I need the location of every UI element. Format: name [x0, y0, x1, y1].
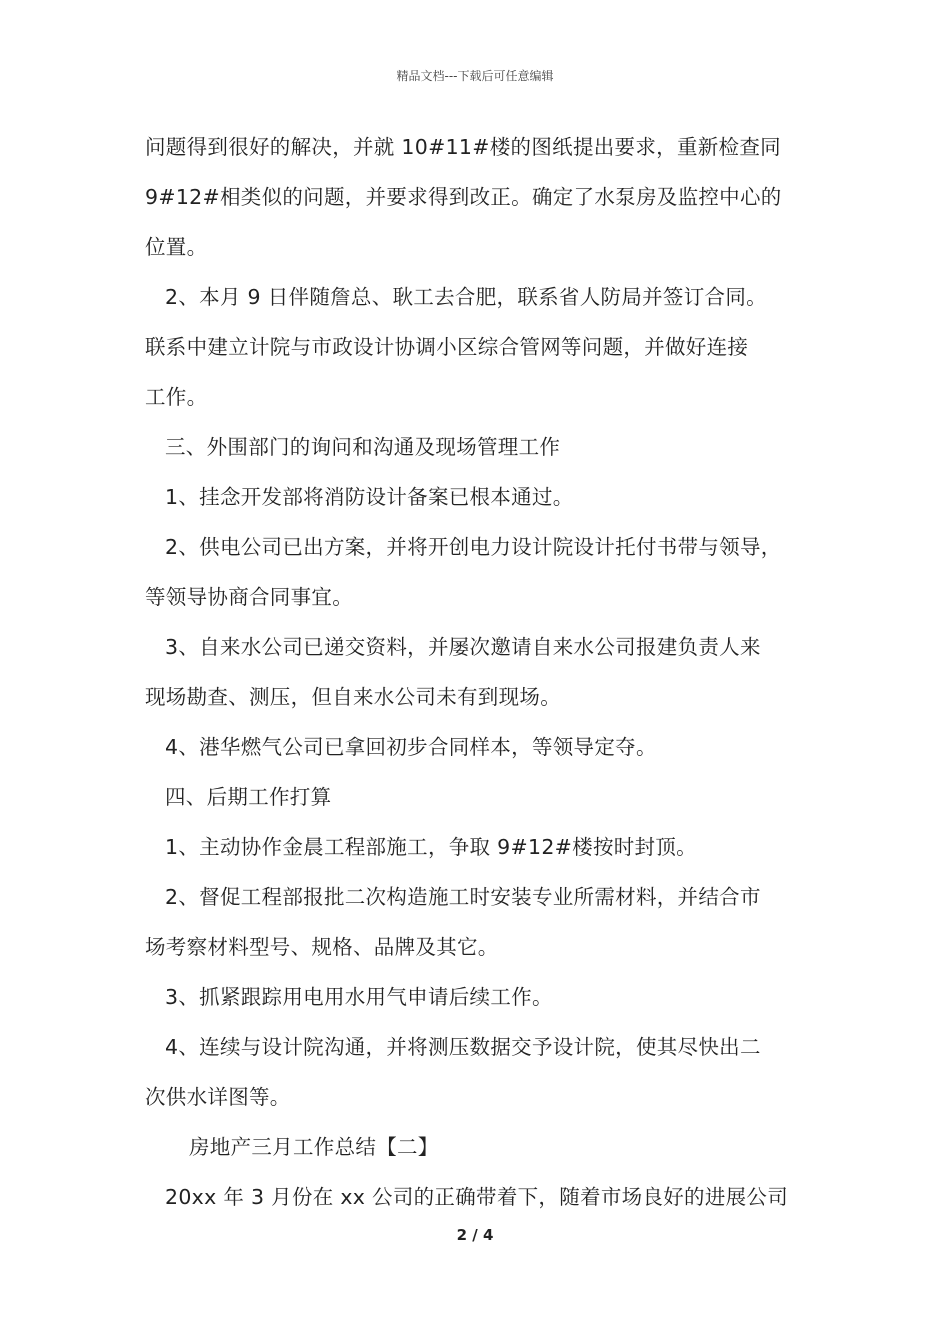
- text-line: 联系中建立计院与市政设计协调小区综合管网等问题，并做好连接: [145, 335, 749, 359]
- text-line: 4、连续与设计院沟通，并将测压数据交予设计院，使其尽快出二: [165, 1035, 761, 1059]
- text-line: 3、抓紧跟踪用电用水用气申请后续工作。: [165, 985, 553, 1009]
- text-line: 3、自来水公司已递交资料，并屡次邀请自来水公司报建负责人来: [165, 635, 761, 659]
- section-heading: 四、后期工作打算: [165, 785, 332, 809]
- section-title: 房地产三月工作总结【二】: [189, 1135, 439, 1159]
- text-line: 2、督促工程部报批二次构造施工时安装专业所需材料，并结合市: [165, 885, 761, 909]
- text-line: 20xx 年 3 月份在 xx 公司的正确带着下，随着市场良好的进展公司: [165, 1185, 789, 1209]
- text-line: 4、港华燃气公司已拿回初步合同样本，等领导定夺。: [165, 735, 657, 759]
- page-number: 2 / 4: [456, 1226, 494, 1244]
- text-line: 2、本月 9 日伴随詹总、耿工去合肥，联系省人防局并签订合同。: [165, 285, 767, 309]
- text-line: 2、供电公司已出方案，并将开创电力设计院设计托付书带与领导，: [165, 535, 782, 559]
- section-heading: 三、外围部门的询问和沟通及现场管理工作: [165, 435, 561, 459]
- text-line: 1、挂念开发部将消防设计备案已根本通过。: [165, 485, 574, 509]
- text-line: 1、主动协作金晨工程部施工，争取 9#12#楼按时封顶。: [165, 835, 697, 859]
- text-line: 工作。: [145, 385, 208, 409]
- text-line: 等领导协商合同事宜。: [145, 585, 353, 609]
- text-line: 现场勘查、测压，但自来水公司未有到现场。: [145, 685, 561, 709]
- document-body: [145, 122, 815, 1222]
- text-line: 场考察材料型号、规格、品牌及其它。: [145, 935, 499, 959]
- text-line: 次供水详图等。: [145, 1085, 291, 1109]
- document-header: 精品文档---下载后可任意编辑: [396, 69, 554, 83]
- text-line: 9#12#相类似的问题，并要求得到改正。确定了水泵房及监控中心的: [145, 185, 782, 209]
- text-line: 问题得到很好的解决，并就 10#11#楼的图纸提出要求，重新检查同: [145, 135, 781, 159]
- text-line: 位置。: [145, 235, 208, 259]
